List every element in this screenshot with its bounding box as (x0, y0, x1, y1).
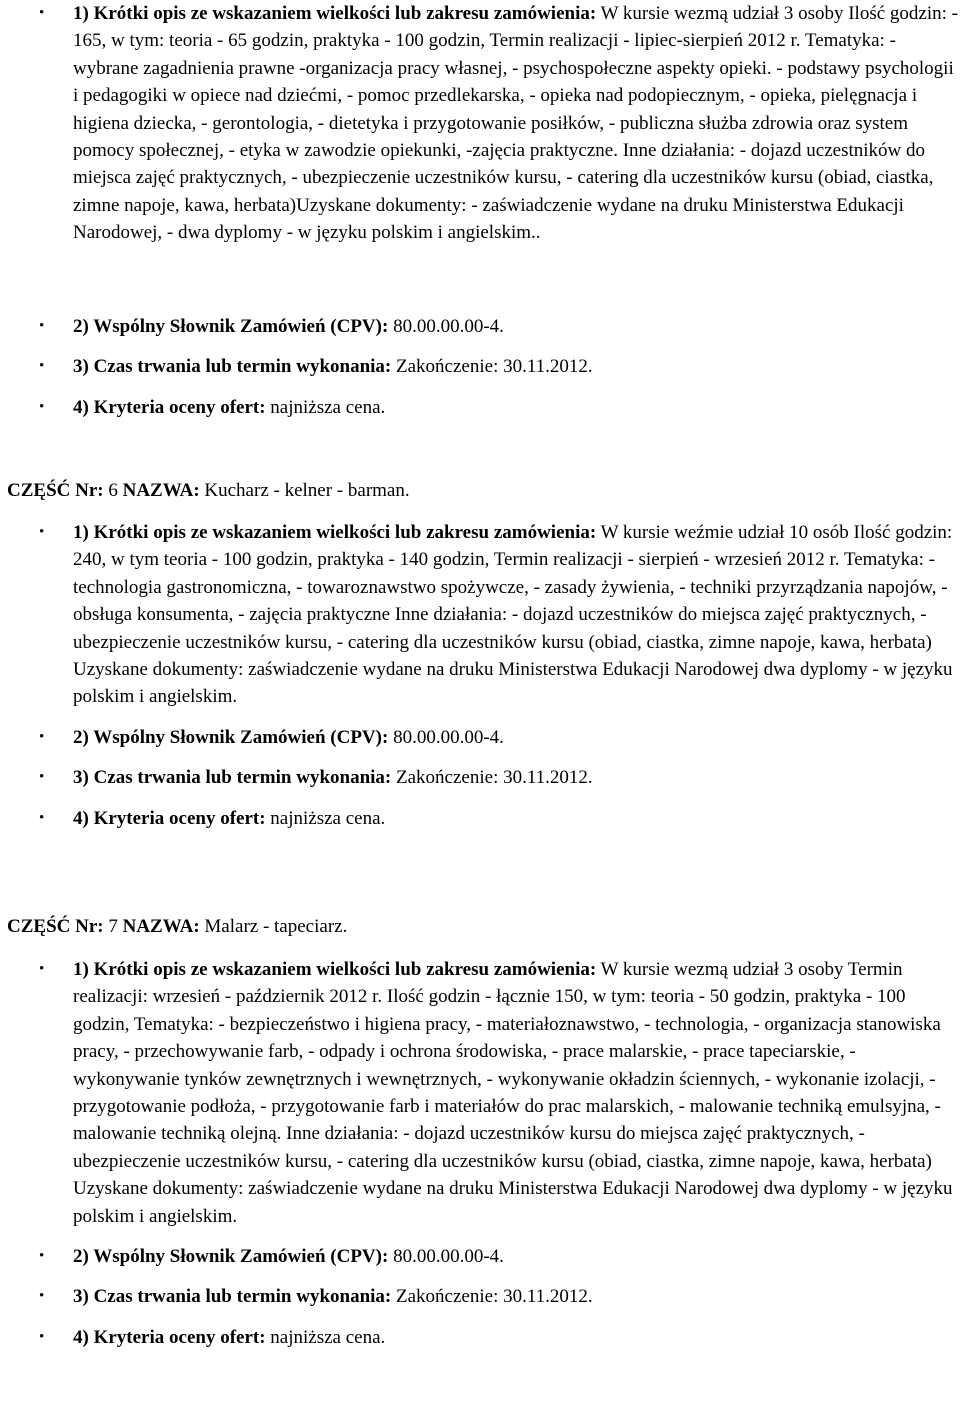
item-label: 1) Krótki opis ze wskazaniem wielkości lub zakresu zamówienia: (73, 3, 597, 24)
bullet-icon: • (39, 524, 45, 540)
item-text: W kursie weźmie udział 10 osób Ilość godzin: 240, w tym teoria - 100 godzin, praktyka - 140 godzin, Termin realizacji - sierpień - wrzesień 2012 r. Tematyka: - technologia gastronomiczna, - towaroznawstwo spożywcze, - zasady żywienia, - techniki przyrządzania napojów, - obsługa konsumenta, - zajęcia praktyczne Inne działania: - dojazd uczestników do miejsca zajęć praktycznych, - ubezpieczenie uczestników kursu, - catering dla uczestników kursu (obiad, ciastka, zimne napoje, kawa, herbata) Uzyskane dokumenty: zaświadczenie wydane na druku Ministerstwa Edukacji Narodowej dwa dyplomy - w języku polskim i angielskim. (73, 522, 953, 708)
list-item-cpv (0, 313, 960, 340)
item-text: Zakończenie: 30.11.2012. (391, 356, 593, 378)
item-text: najniższa cena. (265, 396, 386, 418)
list-item-duration (0, 764, 960, 791)
item-label: 4) Kryteria oceny ofert: (73, 807, 266, 829)
item-text: W kursie wezmą udział 3 osoby Termin realizacji: wrzesień - październik 2012 r. Ilość godzin - łącznie 150, w tym: teoria - 50 godzin, praktyka - 100 godzin, Tematyka: - bezpieczeństwo i higiena pracy, - materiałoznawstwo, - technologia, - organizacja stanowiska pracy, - przechowywanie farb, - odpady i ochrona środowiska, - prace malarskie, - prace tapeciarskie, - wykonywanie tynków zewnętrznych i wewnętrznych, - wykonywanie okładzin ściennych, - wykonanie izolacji, - przygotowanie podłoża, - przygotowanie farb i materiałów do prac malarskich, - malowanie techniką emulsyjna, - malowanie techniką olejną. Inne działania: - dojazd uczestników kursu do miejsca zajęć praktycznych, - ubezpieczenie uczestników kursu, - catering dla uczestników kursu (obiad, ciastka, zimne napoje, kawa, herbata) Uzyskane dokumenty: zaświadczenie wydane na druku Ministerstwa Edukacji Narodowej dwa dyplomy - w języku polskim i angielskim. (73, 959, 953, 1227)
part-6-section (0, 519, 960, 832)
bullet-icon: • (39, 809, 45, 826)
part-6-heading: CZĘŚĆ Nr: 6 NAZWA: Kucharz - kelner - barman. (7, 480, 410, 501)
bullet-icon: • (39, 1248, 45, 1265)
criteria-list (0, 956, 960, 1351)
bullet-icon: • (39, 728, 45, 745)
list-item-description (0, 0, 960, 247)
item-label: 1) Krótki opis ze wskazaniem wielkości lub zakresu zamówienia: (73, 522, 597, 543)
list-item-duration (0, 353, 960, 380)
item-text: 80.00.00.00-4. (388, 1246, 504, 1268)
list-item-description (0, 519, 960, 711)
item-text: Zakończenie: 30.11.2012. (391, 767, 593, 789)
list-item-criteria (0, 394, 960, 421)
bullet-icon: • (39, 358, 45, 375)
item-text: W kursie wezmą udział 3 osoby Ilość godzin: - 165, w tym: teoria - 65 godzin, praktyka - 100 godzin, Termin realizacji - lipiec-sierpień 2012 r. Tematyka: - wybrane zagadnienia prawne -organizacja pracy własnej, - psychospołeczne aspekty opieki. - podstawy psychologii i pedagogiki w opiece nad dziećmi, - pomoc przedlekarska, - opieka nad podopiecznym, - opieka, pielęgnacja i higiena dziecka, - gerontologia, - dietetyka i przygotowanie posiłków, - publiczna służba zdrowia oraz system pomocy społecznej, - etyka w zawodzie opiekunki, -zajęcia praktyczne. Inne działania: - dojazd uczestników do miejsca zajęć praktycznych, - ubezpieczenie uczestników kursu, - catering dla uczestników kursu (obiad, ciastka, zimne napoje, kawa, herbata)Uzyskane dokumenty: - zaświadczenie wydane na druku Ministerstwa Edukacji Narodowej, - dwa dyplomy - w języku polskim i angielskim.. (73, 3, 958, 244)
item-label: 1) Krótki opis ze wskazaniem wielkości lub zakresu zamówienia: (73, 959, 597, 980)
bullet-icon: • (39, 398, 45, 415)
item-label: 3) Czas trwania lub termin wykonania: (73, 356, 392, 378)
item-label: 2) Wspólny Słownik Zamówień (CPV): (73, 726, 389, 748)
bullet-icon: • (39, 1328, 45, 1345)
bullet-icon: • (39, 318, 45, 334)
list-item-cpv (0, 724, 960, 751)
bullet-icon: • (39, 961, 45, 977)
section-previous-part (0, 0, 960, 247)
section-previous-part-details (0, 313, 960, 421)
item-text: 80.00.00.00-4. (388, 316, 504, 337)
item-text: Zakończenie: 30.11.2012. (391, 1286, 593, 1308)
part-heading (0, 477, 410, 504)
item-label: 4) Kryteria oceny ofert: (73, 396, 266, 418)
criteria-list (0, 519, 960, 832)
bullet-icon: • (39, 1288, 45, 1305)
item-label: 2) Wspólny Słownik Zamówień (CPV): (73, 316, 389, 337)
list-item-criteria (0, 805, 960, 832)
item-label: 3) Czas trwania lub termin wykonania: (73, 1286, 392, 1308)
item-text: najniższa cena. (265, 807, 386, 829)
criteria-list (0, 313, 960, 421)
list-item-criteria (0, 1324, 960, 1351)
criteria-list (0, 0, 960, 247)
item-text: 80.00.00.00-4. (388, 726, 504, 748)
item-label: 4) Kryteria oceny ofert: (73, 1326, 266, 1348)
item-label: 3) Czas trwania lub termin wykonania: (73, 767, 392, 789)
bullet-icon: • (39, 5, 45, 21)
part-7-heading: CZĘŚĆ Nr: 7 NAZWA: Malarz - tapeciarz. (7, 916, 348, 937)
part-7-section (0, 956, 960, 1351)
list-item-description (0, 956, 960, 1230)
list-item-cpv (0, 1243, 960, 1270)
item-text: najniższa cena. (265, 1326, 386, 1348)
part-heading (0, 913, 347, 940)
item-label: 2) Wspólny Słownik Zamówień (CPV): (73, 1246, 389, 1268)
list-item-duration (0, 1283, 960, 1310)
bullet-icon: • (39, 769, 45, 786)
